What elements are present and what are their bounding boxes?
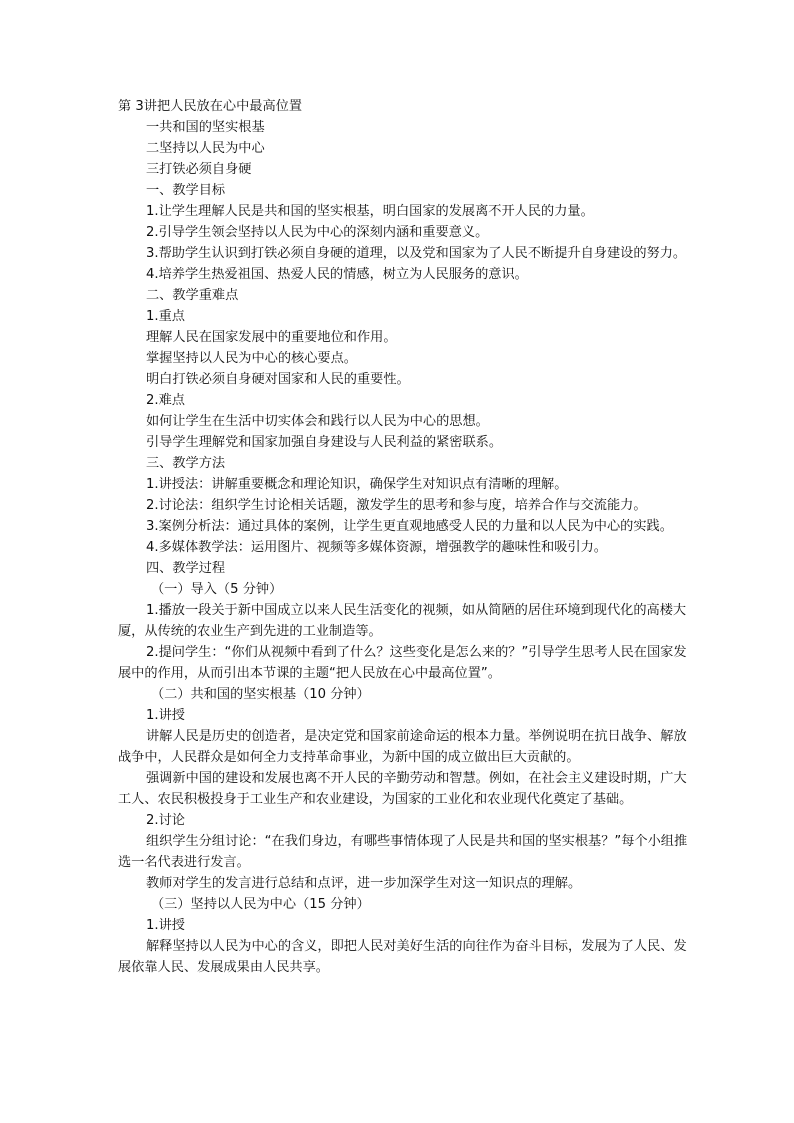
method-item: 1.讲授法：讲解重要概念和理论知识，确保学生对知识点有清晰的理解。 xyxy=(146,477,568,492)
part2-lecture-label: 1.讲授 xyxy=(146,708,185,723)
key-heading: 二、教学重难点 xyxy=(146,288,239,303)
difficult-subheading: 2.难点 xyxy=(146,393,185,408)
goal-item: 2.引导学生领会坚持以人民为中心的深刻内涵和重要意义。 xyxy=(146,225,489,240)
key-subheading: 1.重点 xyxy=(146,309,185,324)
key-point: 理解人民在国家发展中的重要地位和作用。 xyxy=(146,330,397,345)
method-item: 3.案例分析法：通过具体的案例，让学生更直观地感受人民的力量和以人民为中心的实践。 xyxy=(146,519,673,534)
part2-discuss-paragraph: 组织学生分组讨论：“在我们身边，有哪些事情体现了人民是共和国的坚实根基？”每个小组推选一名代表进行发言。 xyxy=(118,834,688,870)
section-item: 三打铁必须自身硬 xyxy=(146,162,252,177)
intro-heading: （一）导入（5 分钟） xyxy=(151,582,283,597)
goals-heading: 一、教学目标 xyxy=(146,183,226,198)
key-point: 明白打铁必须自身硬对国家和人民的重要性。 xyxy=(146,372,410,387)
part2-heading: （二）共和国的坚实根基（10 分钟） xyxy=(151,687,370,702)
part2-lecture-paragraph: 讲解人民是历史的创造者，是决定党和国家前途命运的根本力量。举例说明在抗日战争、解放战争中，人民群众是如何全力支持革命事业，为新中国的成立做出巨大贡献的。 xyxy=(118,729,687,765)
method-item: 4.多媒体教学法：运用图片、视频等多媒体资源，增强教学的趣味性和吸引力。 xyxy=(146,540,607,555)
part3-lecture-paragraph: 解释坚持以人民为中心的含义，即把人民对美好生活的向往作为奋斗目标，发展为了人民、发展依靠人民、发展成果由人民共享。 xyxy=(118,939,687,975)
difficult-point: 如何让学生在生活中切实体会和践行以人民为中心的思想。 xyxy=(146,414,489,429)
part2-lecture-paragraph: 强调新中国的建设和发展也离不开人民的辛勤劳动和智慧。例如，在社会主义建设时期，广大工人、农民积极投身于工业生产和农业建设，为国家的工业化和农业现代化奠定了基础。 xyxy=(118,771,687,807)
intro-item: 1.播放一段关于新中国成立以来人民生活变化的视频，如从简陋的居住环境到现代化的高楼大厦，从传统的农业生产到先进的工业制造等。 xyxy=(118,603,687,639)
goal-item: 3.帮助学生认识到打铁必须自身硬的道理，以及党和国家为了人民不断提升自身建设的努力。 xyxy=(146,246,687,261)
part2-discuss-label: 2.讨论 xyxy=(146,813,185,828)
process-heading: 四、教学过程 xyxy=(146,561,226,576)
section-item: 一共和国的坚实根基 xyxy=(146,120,265,135)
part3-lecture-label: 1.讲授 xyxy=(146,918,185,933)
part3-heading: （三）坚持以人民为中心（15 分钟） xyxy=(151,897,370,912)
document-body xyxy=(118,96,688,978)
methods-heading: 三、教学方法 xyxy=(146,456,226,471)
document-title: 第 3讲把人民放在心中最高位置 xyxy=(118,99,303,114)
goal-item: 1.让学生理解人民是共和国的坚实根基，明白国家的发展离不开人民的力量。 xyxy=(146,204,594,219)
method-item: 2.讨论法：组织学生讨论相关话题，激发学生的思考和参与度，培养合作与交流能力。 xyxy=(146,498,647,513)
part2-discuss-paragraph: 教师对学生的发言进行总结和点评，进一步加深学生对这一知识点的理解。 xyxy=(146,876,582,891)
section-item: 二坚持以人民为中心 xyxy=(146,141,265,156)
goal-item: 4.培养学生热爱祖国、热爱人民的情感，树立为人民服务的意识。 xyxy=(146,267,528,282)
difficult-point: 引导学生理解党和国家加强自身建设与人民利益的紧密联系。 xyxy=(146,435,503,450)
intro-item: 2.提问学生：“你们从视频中看到了什么？这些变化是怎么来的？”引导学生思考人民在国家发展中的作用，从而引出本节课的主题“把人民放在心中最高位置”。 xyxy=(118,645,687,681)
key-point: 掌握坚持以人民为中心的核心要点。 xyxy=(146,351,357,366)
